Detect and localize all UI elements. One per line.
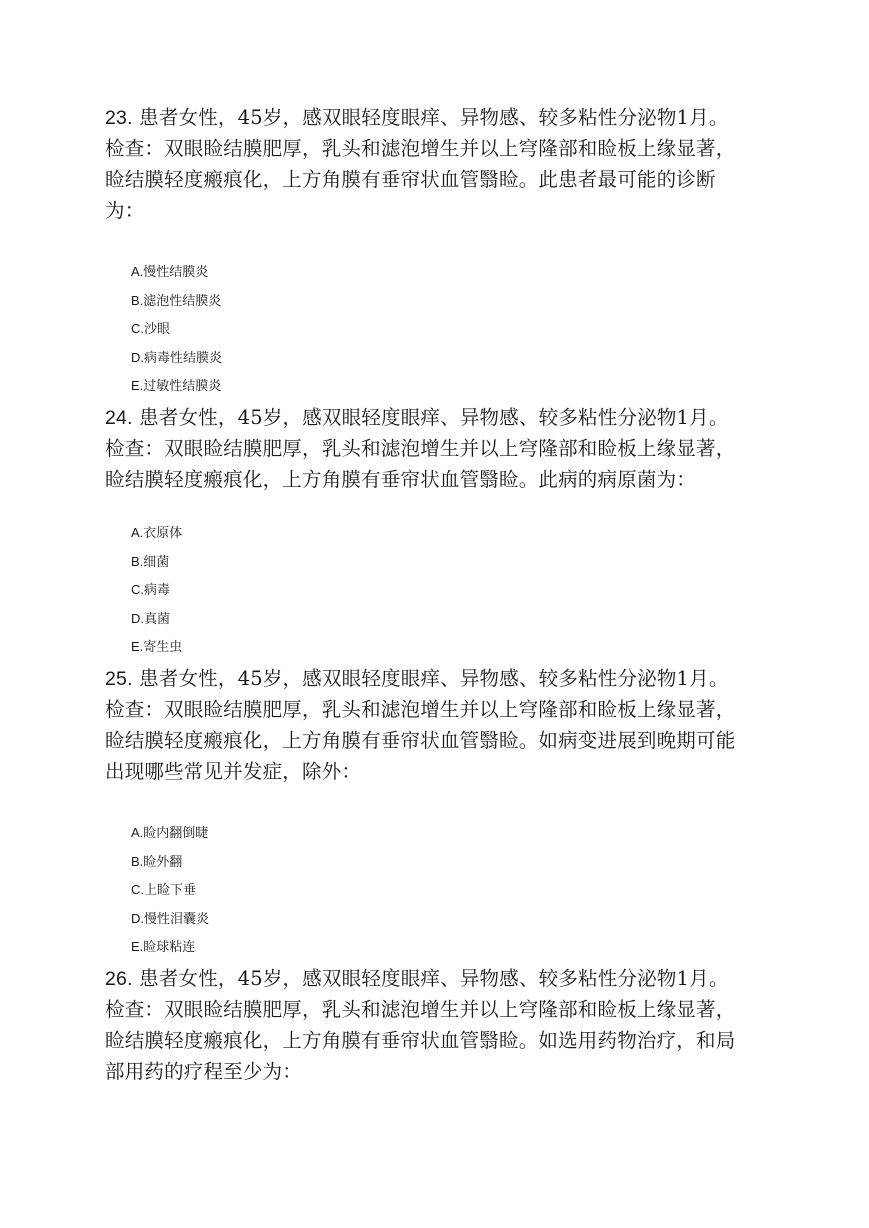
option-letter: A. bbox=[131, 525, 144, 540]
option-c[interactable] bbox=[131, 315, 222, 344]
option-text: 病毒性结膜炎 bbox=[144, 350, 223, 366]
option-text: 细菌 bbox=[143, 554, 170, 570]
option-b[interactable] bbox=[131, 548, 182, 577]
question-number: 25. bbox=[105, 668, 133, 690]
stem-text: 患者女性，45岁，感双眼轻度眼痒、异物感、较多粘性分泌物1月。 bbox=[139, 106, 729, 129]
option-b[interactable] bbox=[131, 848, 209, 877]
option-text: 睑内翻倒睫 bbox=[143, 826, 209, 841]
option-e[interactable] bbox=[131, 933, 209, 962]
stem-line: 部用药的疗程至少为： bbox=[105, 1060, 303, 1083]
question-24-stem bbox=[105, 402, 765, 495]
option-text: 慢性泪囊炎 bbox=[144, 911, 210, 927]
question-25-stem bbox=[105, 663, 765, 787]
stem-line: 睑结膜轻度瘢痕化，上方角膜有垂帘状血管翳睑。如病变进展到晚期可能 bbox=[105, 729, 736, 752]
stem-text: 患者女性，45岁，感双眼轻度眼痒、异物感、较多粘性分泌物1月。 bbox=[139, 667, 729, 690]
stem-line: 检查：双眼睑结膜肥厚，乳头和滤泡增生并以上穹隆部和睑板上缘显著， bbox=[105, 137, 736, 160]
option-a[interactable] bbox=[131, 258, 222, 287]
question-26-stem bbox=[105, 963, 765, 1087]
stem-line bbox=[105, 402, 765, 433]
option-letter: C. bbox=[131, 321, 144, 336]
question-number: 26. bbox=[105, 968, 133, 990]
option-text: 睑球粘连 bbox=[143, 940, 196, 955]
option-letter: E. bbox=[131, 378, 144, 393]
option-a[interactable] bbox=[131, 819, 209, 848]
option-letter: A. bbox=[131, 825, 144, 840]
option-text: 沙眼 bbox=[144, 322, 171, 337]
option-text: 病毒 bbox=[144, 583, 171, 598]
option-text: 真菌 bbox=[144, 611, 171, 627]
option-letter: D. bbox=[131, 349, 144, 365]
option-letter: E. bbox=[131, 939, 144, 954]
stem-line: 检查：双眼睑结膜肥厚，乳头和滤泡增生并以上穹隆部和睑板上缘显著， bbox=[105, 437, 736, 460]
option-letter: E. bbox=[131, 639, 144, 654]
stem-text: 患者女性，45岁，感双眼轻度眼痒、异物感、较多粘性分泌物1月。 bbox=[139, 967, 729, 990]
option-letter: B. bbox=[131, 853, 144, 869]
stem-line: 出现哪些常见并发症，除外： bbox=[105, 760, 362, 783]
stem-line: 检查：双眼睑结膜肥厚，乳头和滤泡增生并以上穹隆部和睑板上缘显著， bbox=[105, 998, 736, 1021]
option-d[interactable] bbox=[131, 344, 222, 373]
question-23-options bbox=[131, 258, 222, 401]
option-text: 过敏性结膜炎 bbox=[143, 379, 222, 394]
stem-line bbox=[105, 963, 765, 994]
option-text: 滤泡性结膜炎 bbox=[143, 293, 222, 309]
option-text: 寄生虫 bbox=[143, 640, 183, 655]
question-25-options bbox=[131, 819, 209, 962]
option-b[interactable] bbox=[131, 287, 222, 316]
stem-line: 睑结膜轻度瘢痕化，上方角膜有垂帘状血管翳睑。此病的病原菌为： bbox=[105, 468, 697, 491]
option-text: 慢性结膜炎 bbox=[143, 265, 209, 280]
option-c[interactable] bbox=[131, 876, 209, 905]
option-letter: B. bbox=[131, 553, 144, 569]
option-a[interactable] bbox=[131, 519, 182, 548]
stem-line: 睑结膜轻度瘢痕化，上方角膜有垂帘状血管翳睑。此患者最可能的诊断 bbox=[105, 168, 716, 191]
option-d[interactable] bbox=[131, 605, 182, 634]
option-letter: D. bbox=[131, 910, 144, 926]
question-23-stem bbox=[105, 102, 765, 226]
question-24-options bbox=[131, 519, 182, 662]
option-text: 睑外翻 bbox=[143, 854, 183, 870]
question-number: 23. bbox=[105, 107, 133, 129]
option-letter: C. bbox=[131, 882, 144, 897]
option-letter: C. bbox=[131, 582, 144, 597]
stem-line: 睑结膜轻度瘢痕化，上方角膜有垂帘状血管翳睑。如选用药物治疗，和局 bbox=[105, 1029, 736, 1052]
option-text: 衣原体 bbox=[143, 526, 183, 541]
stem-line: 检查：双眼睑结膜肥厚，乳头和滤泡增生并以上穹隆部和睑板上缘显著， bbox=[105, 698, 736, 721]
stem-line bbox=[105, 663, 765, 694]
option-letter: A. bbox=[131, 264, 144, 279]
option-letter: B. bbox=[131, 292, 144, 308]
stem-text: 患者女性，45岁，感双眼轻度眼痒、异物感、较多粘性分泌物1月。 bbox=[139, 406, 729, 429]
option-c[interactable] bbox=[131, 576, 182, 605]
option-e[interactable] bbox=[131, 633, 182, 662]
option-letter: D. bbox=[131, 610, 144, 626]
stem-line bbox=[105, 102, 765, 133]
question-number: 24. bbox=[105, 407, 133, 429]
option-e[interactable] bbox=[131, 372, 222, 401]
option-d[interactable] bbox=[131, 905, 209, 934]
stem-line: 为： bbox=[105, 199, 145, 222]
option-text: 上睑下垂 bbox=[144, 883, 197, 898]
